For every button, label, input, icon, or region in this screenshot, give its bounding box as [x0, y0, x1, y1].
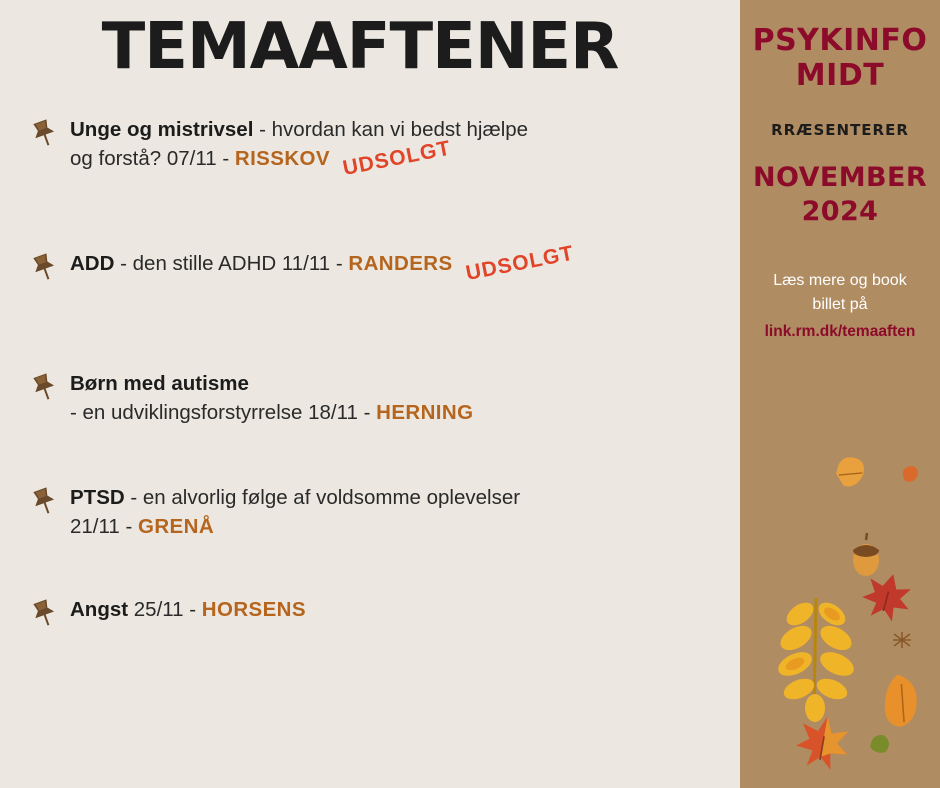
- pushpin-icon: [28, 485, 60, 517]
- pushpin-icon: [28, 251, 60, 283]
- event-line-1: [70, 115, 740, 144]
- pushpin-icon: [28, 117, 60, 149]
- event-title: ADD: [70, 252, 115, 276]
- event-title: Angst: [70, 598, 129, 622]
- event-city: RISSKOV: [234, 147, 330, 171]
- list-item[interactable]: [26, 115, 740, 183]
- event-line-2: [70, 398, 740, 427]
- pushpin-icon: [28, 597, 60, 629]
- event-line-1: [70, 483, 740, 512]
- event-line-2: [70, 512, 740, 541]
- event-line-1: [70, 595, 740, 624]
- status-badge: UDSOLGT: [340, 136, 453, 181]
- booking-info: [740, 269, 940, 343]
- event-desc: - en alvorlig følge af voldsomme oplevelser: [124, 486, 521, 510]
- event-line-1: [70, 241, 740, 286]
- event-city: RANDERS: [348, 252, 453, 276]
- brand-line-2: MIDT: [795, 57, 885, 93]
- autumn-leaves-decoration: [740, 440, 940, 788]
- event-desc: 25/11 -: [128, 598, 202, 622]
- list-item[interactable]: [26, 483, 740, 551]
- year-value: 2024: [801, 195, 879, 227]
- month-label: [740, 161, 940, 229]
- sidebar: [740, 0, 940, 788]
- booking-link[interactable]: link.rm.dk/temaaften: [764, 322, 916, 340]
- event-desc: - den stille ADHD 11/11 -: [114, 252, 349, 276]
- page-title: TEMAAFTENER: [101, 10, 619, 84]
- event-title: Børn med autisme: [70, 372, 249, 396]
- event-city: GRENÅ: [138, 515, 215, 539]
- month-name: NOVEMBER: [752, 162, 928, 193]
- list-item[interactable]: [26, 241, 740, 317]
- event-line-2: [70, 136, 740, 181]
- list-item[interactable]: [26, 369, 740, 437]
- booking-line-2: billet på: [812, 295, 868, 313]
- event-date: og forstå? 07/11 -: [70, 147, 235, 171]
- event-city: HERNING: [376, 401, 474, 425]
- booking-line-1: Læs mere og book: [773, 271, 907, 289]
- event-date: - en udviklingsforstyrrelse 18/11 -: [70, 401, 377, 425]
- list-item[interactable]: [26, 595, 740, 663]
- brand-title: [740, 24, 940, 93]
- event-title: Unge og mistrivsel: [70, 118, 254, 142]
- pushpin-icon: [28, 371, 60, 403]
- presents-label: RRÆSENTERER: [771, 121, 909, 139]
- event-title: PTSD: [70, 486, 125, 510]
- event-city: HORSENS: [201, 598, 306, 622]
- event-date: 21/11 -: [70, 515, 138, 539]
- event-list: [0, 115, 740, 663]
- event-desc: - hvordan kan vi bedst hjælpe: [253, 118, 529, 142]
- status-badge: UDSOLGT: [463, 241, 576, 286]
- brand-line-1: PSYKINFO: [752, 23, 928, 58]
- event-line-1: [70, 369, 740, 398]
